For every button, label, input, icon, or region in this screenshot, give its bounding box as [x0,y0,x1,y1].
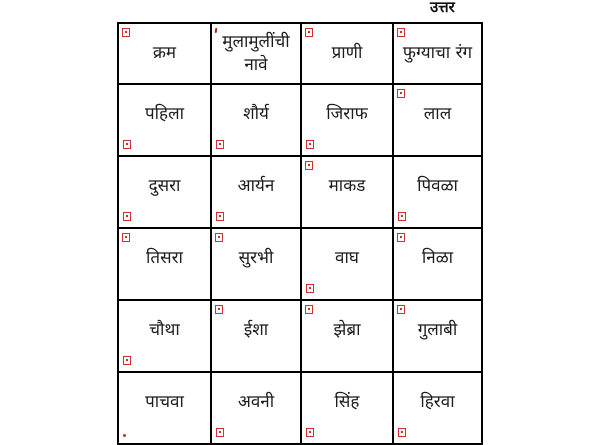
missing-image-icon [123,140,131,149]
missing-image-icon [397,89,405,98]
missing-image-icon [306,428,314,437]
cell-text: गुलाबी [417,319,458,340]
header-cell-names [211,23,301,84]
stray-dot-icon [123,434,126,437]
cell-text: निळा [421,247,454,268]
missing-image-icon [216,140,224,149]
table-cell [118,372,211,444]
cell-text: अवनी [237,391,275,412]
table-cell [301,228,393,300]
table-cell [211,228,301,300]
missing-image-icon [398,212,406,221]
table-cell [118,228,211,300]
missing-image-icon [215,233,223,242]
missing-image-icon [398,428,406,437]
table-cell [393,228,482,300]
cell-text: वाघ [335,247,359,268]
missing-image-icon [306,140,314,149]
missing-image-icon [216,428,224,437]
table-row [118,300,482,372]
table-cell [211,372,301,444]
table-cell [118,300,211,372]
missing-image-icon [306,284,314,293]
missing-image-icon [305,305,313,314]
cell-text: आर्यन [237,175,275,196]
header-text: फुग्याचा रंग [402,43,473,64]
answer-label: उत्तर [430,0,455,16]
table-cell [393,84,482,156]
table-cell [118,84,211,156]
table-cell [301,372,393,444]
cell-text: पिवळा [417,175,458,196]
cell-text: झेब्रा [333,319,361,340]
table-row [118,372,482,444]
missing-image-icon [305,161,313,170]
cell-text: पहिला [144,103,184,124]
cell-text: पाचवा [145,391,184,412]
table-cell [393,300,482,372]
cell-text: सिंह [334,391,360,412]
cell-text: दुसरा [148,175,181,196]
table-row [118,84,482,156]
table-row [118,156,482,228]
header-cell-balloon-color [393,23,482,84]
table-cell [301,156,393,228]
table-cell [393,156,482,228]
cell-text: हिरवा [420,391,455,412]
table-cell [211,300,301,372]
missing-image-icon [397,233,405,242]
header-cell-animal [301,23,393,84]
table-cell [301,300,393,372]
header-text: क्रम [152,43,177,64]
cell-text: जिराफ [326,103,368,124]
table-row [118,228,482,300]
missing-image-icon [122,233,130,242]
header-text: मुलामुलींची नावे [222,31,290,75]
missing-image-icon [397,305,405,314]
cell-text: लाल [423,103,452,124]
cell-text: माकड [328,175,366,196]
cell-text: चौथा [149,319,180,340]
table-cell [211,156,301,228]
missing-image-icon [123,212,131,221]
missing-image-icon [397,28,405,37]
missing-image-icon [122,28,130,37]
missing-image-icon [305,28,313,37]
cell-text: तिसरा [146,247,183,268]
cell-text: ईशा [243,319,269,340]
table-cell [393,372,482,444]
missing-image-icon [216,212,224,221]
missing-image-icon [215,305,223,314]
missing-image-icon [123,356,131,365]
table-header-row [118,23,482,84]
cell-text: सुरभी [238,247,274,268]
cell-text: शौर्य [243,103,269,124]
table-cell [118,156,211,228]
header-cell-kram [118,23,211,84]
header-text: प्राणी [331,43,363,64]
table-cell [301,84,393,156]
answer-table [117,22,483,445]
table-cell [211,84,301,156]
